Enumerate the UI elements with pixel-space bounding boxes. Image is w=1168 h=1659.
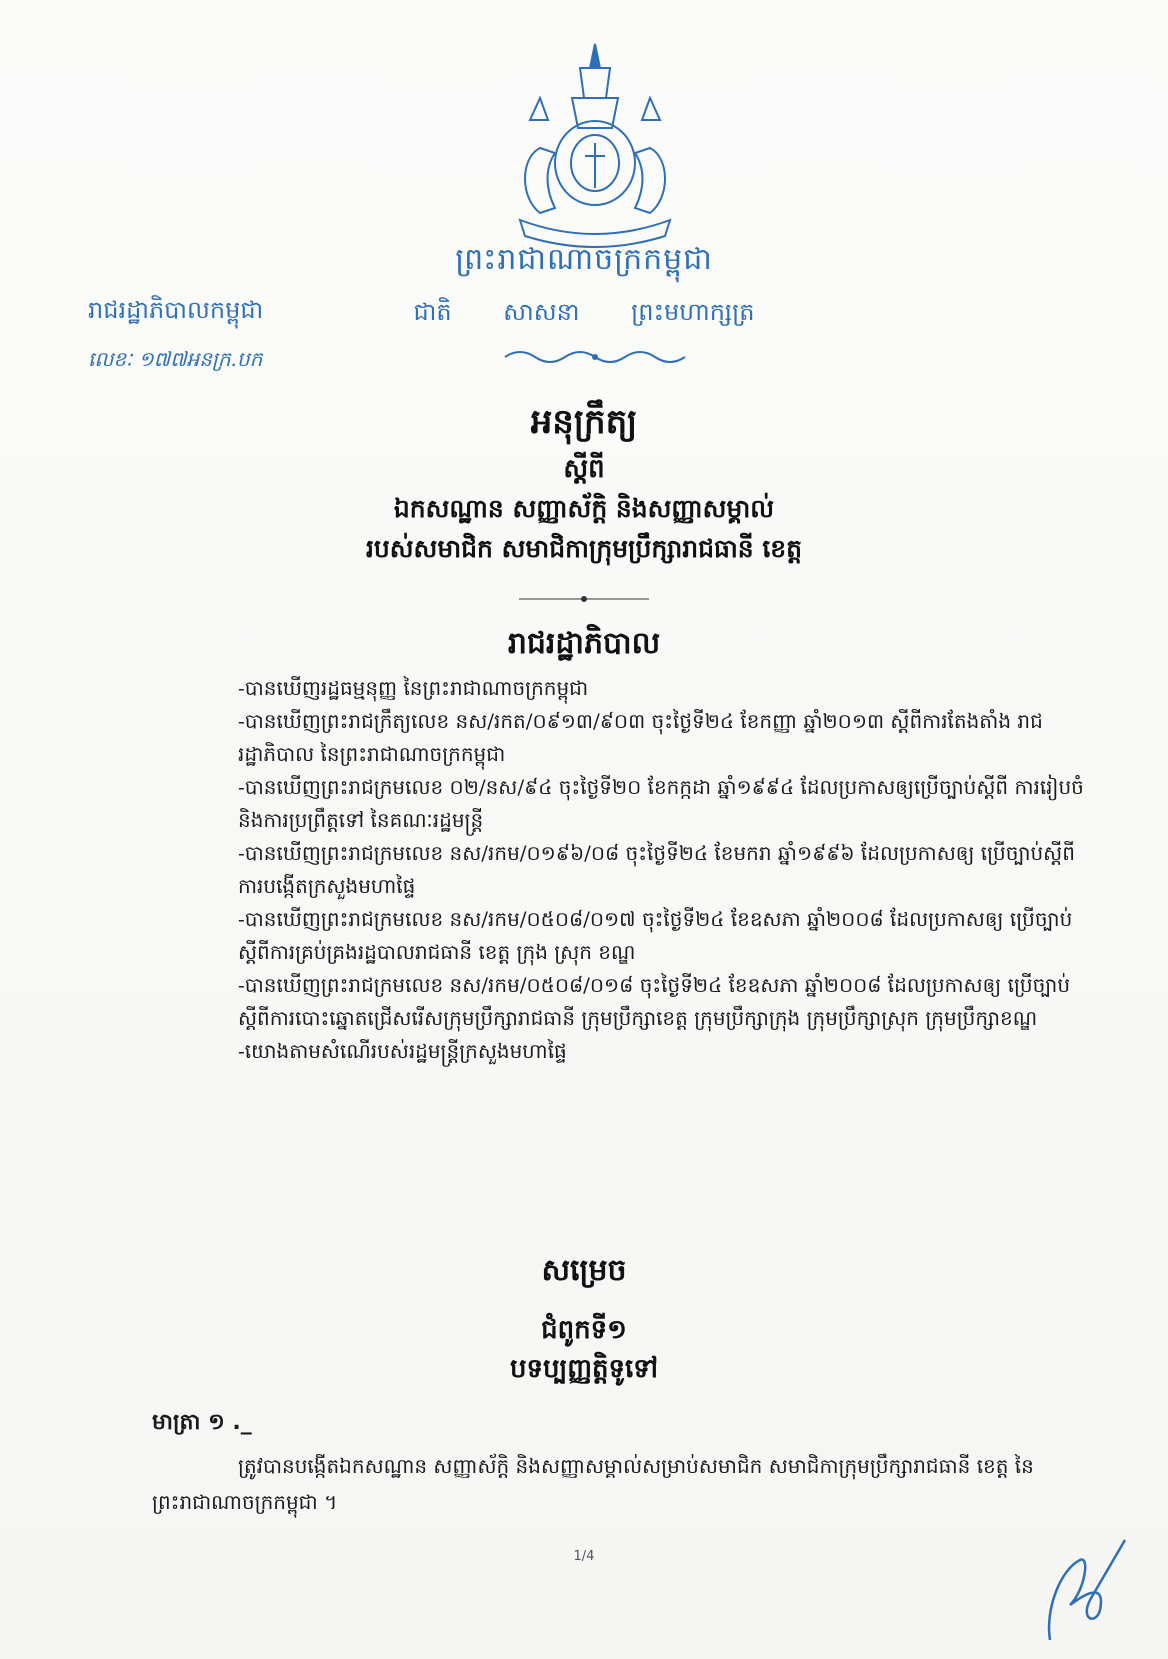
preamble-item: -បានឃើញព្រះរាជក្រមលេខ នស/រកម/០៥០៨/០១៧ ចុះថ្ងៃទី២៤ ខែឧសភា ឆ្នាំ២០០៨ ដែលប្រកាសឲ្យ ប្រើច្បាប់ស្តីពីការគ្រប់គ្រងរដ្ឋបាលរាជធានី ខេត្ត ក្រុង ស្រុក ខណ្ឌ — [238, 907, 1073, 964]
about-label: ស្តីពី — [563, 454, 605, 484]
document-number: លេខៈ ១៧៧អនក្រ.បក — [88, 347, 263, 371]
government-heading: រាជរដ្ឋាភិបាល — [507, 626, 661, 661]
signature-icon — [1030, 1530, 1140, 1650]
preamble-item: -បានឃើញព្រះរាជក្រឹត្យលេខ នស/រកត/០៩១៣/៩០៣ ចុះថ្ងៃទី២៤ ខែកញ្ញា ឆ្នាំ២០១៣ ស្តីពីការតែងតាំង រាជរដ្ឋាភិបាល នៃព្រះរាជាណាចក្រកម្ពុជា — [238, 709, 1043, 766]
ornament-icon — [500, 347, 690, 367]
decision-heading: សម្រេច — [541, 1253, 627, 1288]
preamble-item: -បានឃើញព្រះរាជក្រមលេខ នស/រកម/០៥០៨/០១៨ ចុះថ្ងៃទី២៤ ខែឧសភា ឆ្នាំ២០០៨ ដែលប្រកាសឲ្យ ប្រើច្បាប់ស្តីពីការបោះឆ្នោតជ្រើសរើសក្រុមប្រឹក្សារាជធានី ក្រុមប្រឹក្សាខេត្ត ក្រុមប្រឹក្សាក្រុង ក្រុមប្រឹក្សាស្រុក ក្រុមប្រឹក្សាខណ្ឌ — [238, 973, 1071, 1030]
preamble-list — [238, 672, 1094, 1068]
preamble-item: -យោងតាមសំណើរបស់រដ្ឋមន្ត្រីក្រសួងមហាផ្ទៃ — [238, 1039, 567, 1063]
subject-line-2: របស់សមាជិក សមាជិកាក្រុមប្រឹក្សារាជធានី ខេត្ត — [365, 534, 803, 563]
motto-religion: សាសនា — [503, 298, 580, 326]
article-1-body: ត្រូវបានបង្កើតឯកសណ្ឋាន សញ្ញាស័ក្តិ និងសញ្ញាសម្គាល់សម្រាប់សមាជិក សមាជិកាក្រុមប្រឹក្សារាជធានី ខេត្ត នៃព្រះរាជាណាចក្រកម្ពុជា ។ — [152, 1454, 1034, 1514]
preamble-item: -បានឃើញរដ្ឋធម្មនុញ្ញ នៃព្រះរាជាណាចក្រកម្ពុជា — [238, 676, 589, 700]
page-number: 1/4 — [573, 1549, 595, 1564]
divider — [519, 594, 649, 604]
chapter-title: បទប្បញ្ញត្តិទូទៅ — [509, 1354, 659, 1384]
kingdom-title: ព្រះរាជាណាចក្រកម្ពុជា — [455, 242, 713, 277]
motto-nation: ជាតិ — [413, 298, 452, 326]
subject-line-1: ឯកសណ្ឋាន សញ្ញាស័ក្តិ និងសញ្ញាសម្គាល់ — [393, 494, 775, 523]
article-1-label: មាត្រា ១ ._ — [152, 1410, 252, 1435]
preamble-item: -បានឃើញព្រះរាជក្រមលេខ នស/រកម/០១៩៦/០៨ ចុះថ្ងៃទី២៤ ខែមករា ឆ្នាំ១៩៩៦ ដែលប្រកាសឲ្យ ប្រើច្បាប់ស្តីពីការបង្កើតក្រសួងមហាផ្ទៃ — [238, 841, 1075, 898]
motto-king: ព្រះមហាក្សត្រ — [631, 298, 755, 326]
government-label: រាជរដ្ឋាភិបាលកម្ពុជា — [88, 296, 264, 324]
chapter-number: ជំពូកទី១ — [541, 1315, 627, 1345]
preamble-item: -បានឃើញព្រះរាជក្រមលេខ ០២/នស/៩៤ ចុះថ្ងៃទី២០ ខែកក្កដា ឆ្នាំ១៩៩៤ ដែលប្រកាសឲ្យប្រើច្បាប់ស្តីពី ការរៀបចំនិងការប្រព្រឹត្តទៅ នៃគណៈរដ្ឋមន្ត្រី — [238, 775, 1084, 832]
subdecree-title: អនុក្រឹត្យ — [530, 402, 638, 442]
royal-emblem-icon — [500, 38, 690, 248]
